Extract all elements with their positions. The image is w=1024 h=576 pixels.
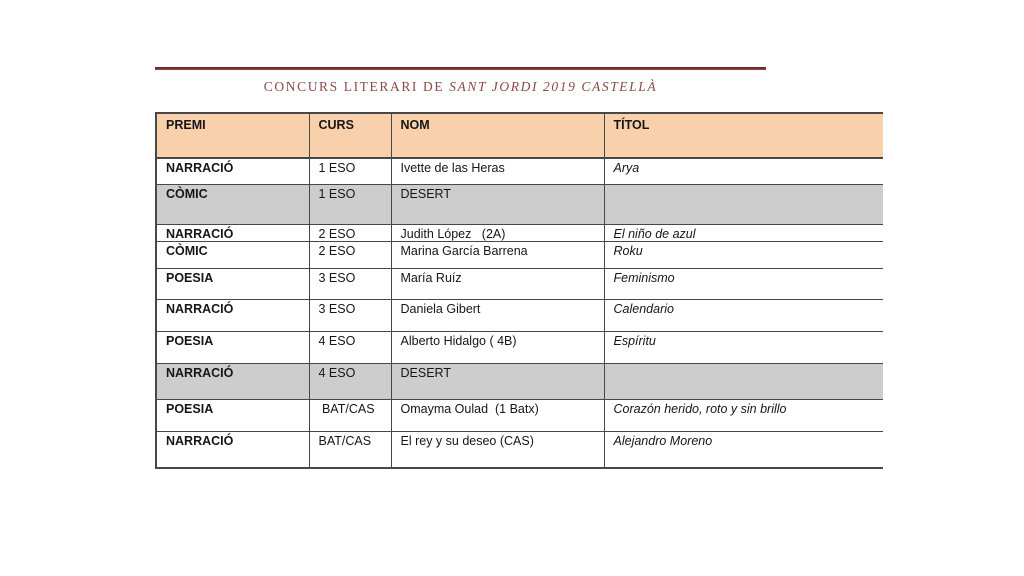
premi-cell: POESIA bbox=[156, 268, 309, 299]
table-header-row bbox=[156, 113, 883, 158]
curs-cell: 2 ESO bbox=[309, 241, 391, 268]
nom-cell: Ivette de las Heras bbox=[391, 158, 604, 184]
table-row-desert bbox=[156, 184, 883, 224]
nom-cell: Omayma Oulad (1 Batx) bbox=[391, 399, 604, 431]
premi-cell: CÒMIC bbox=[156, 241, 309, 268]
premi-cell: NARRACIÓ bbox=[156, 299, 309, 331]
curs-cell: 3 ESO bbox=[309, 299, 391, 331]
curs-cell: 1 ESO bbox=[309, 184, 391, 224]
table-row bbox=[156, 431, 883, 468]
premi-cell: POESIA bbox=[156, 331, 309, 363]
premi-cell: POESIA bbox=[156, 399, 309, 431]
curs-cell: 4 ESO bbox=[309, 331, 391, 363]
document-title bbox=[155, 79, 766, 95]
contest-results-table bbox=[155, 112, 883, 469]
curs-cell: 4 ESO bbox=[309, 363, 391, 399]
nom-cell: DESERT bbox=[391, 184, 604, 224]
nom-cell: Alberto Hidalgo ( 4B) bbox=[391, 331, 604, 363]
nom-cell: Marina García Barrena bbox=[391, 241, 604, 268]
table-row bbox=[156, 331, 883, 363]
nom-cell: DESERT bbox=[391, 363, 604, 399]
titol-cell: Espíritu bbox=[604, 331, 883, 363]
titol-cell bbox=[604, 184, 883, 224]
titol-cell: Arya bbox=[604, 158, 883, 184]
titol-cell: Calendario bbox=[604, 299, 883, 331]
title-text-italic: SANT JORDI 2019 CASTELLÀ bbox=[449, 79, 658, 94]
premi-cell: NARRACIÓ bbox=[156, 363, 309, 399]
nom-cell: Judith López (2A) bbox=[391, 224, 604, 241]
premi-cell: NARRACIÓ bbox=[156, 224, 309, 241]
col-header-curs: CURS bbox=[309, 113, 391, 158]
curs-cell: 3 ESO bbox=[309, 268, 391, 299]
titol-cell: Feminismo bbox=[604, 268, 883, 299]
premi-cell: NARRACIÓ bbox=[156, 158, 309, 184]
table-row bbox=[156, 241, 883, 268]
titol-cell: Corazón herido, roto y sin brillo bbox=[604, 399, 883, 431]
titol-cell: Alejandro Moreno bbox=[604, 431, 883, 468]
premi-cell: CÒMIC bbox=[156, 184, 309, 224]
curs-cell: 2 ESO bbox=[309, 224, 391, 241]
title-text-regular: CONCURS LITERARI DE bbox=[263, 79, 450, 94]
titol-cell: El niño de azul bbox=[604, 224, 883, 241]
nom-cell: Daniela Gibert bbox=[391, 299, 604, 331]
table-row bbox=[156, 399, 883, 431]
titol-cell: Roku bbox=[604, 241, 883, 268]
table-row bbox=[156, 268, 883, 299]
premi-cell: NARRACIÓ bbox=[156, 431, 309, 468]
nom-cell: María Ruíz bbox=[391, 268, 604, 299]
titol-cell bbox=[604, 363, 883, 399]
col-header-nom: NOM bbox=[391, 113, 604, 158]
table-row bbox=[156, 158, 883, 184]
nom-cell: El rey y su deseo (CAS) bbox=[391, 431, 604, 468]
curs-cell: 1 ESO bbox=[309, 158, 391, 184]
col-header-premi: PREMI bbox=[156, 113, 309, 158]
curs-cell: BAT/CAS bbox=[309, 431, 391, 468]
curs-cell: BAT/CAS bbox=[309, 399, 391, 431]
title-rule bbox=[155, 67, 766, 70]
table-row-desert bbox=[156, 363, 883, 399]
col-header-titol: TÍTOL bbox=[604, 113, 883, 158]
table-row bbox=[156, 299, 883, 331]
table-row bbox=[156, 224, 883, 241]
